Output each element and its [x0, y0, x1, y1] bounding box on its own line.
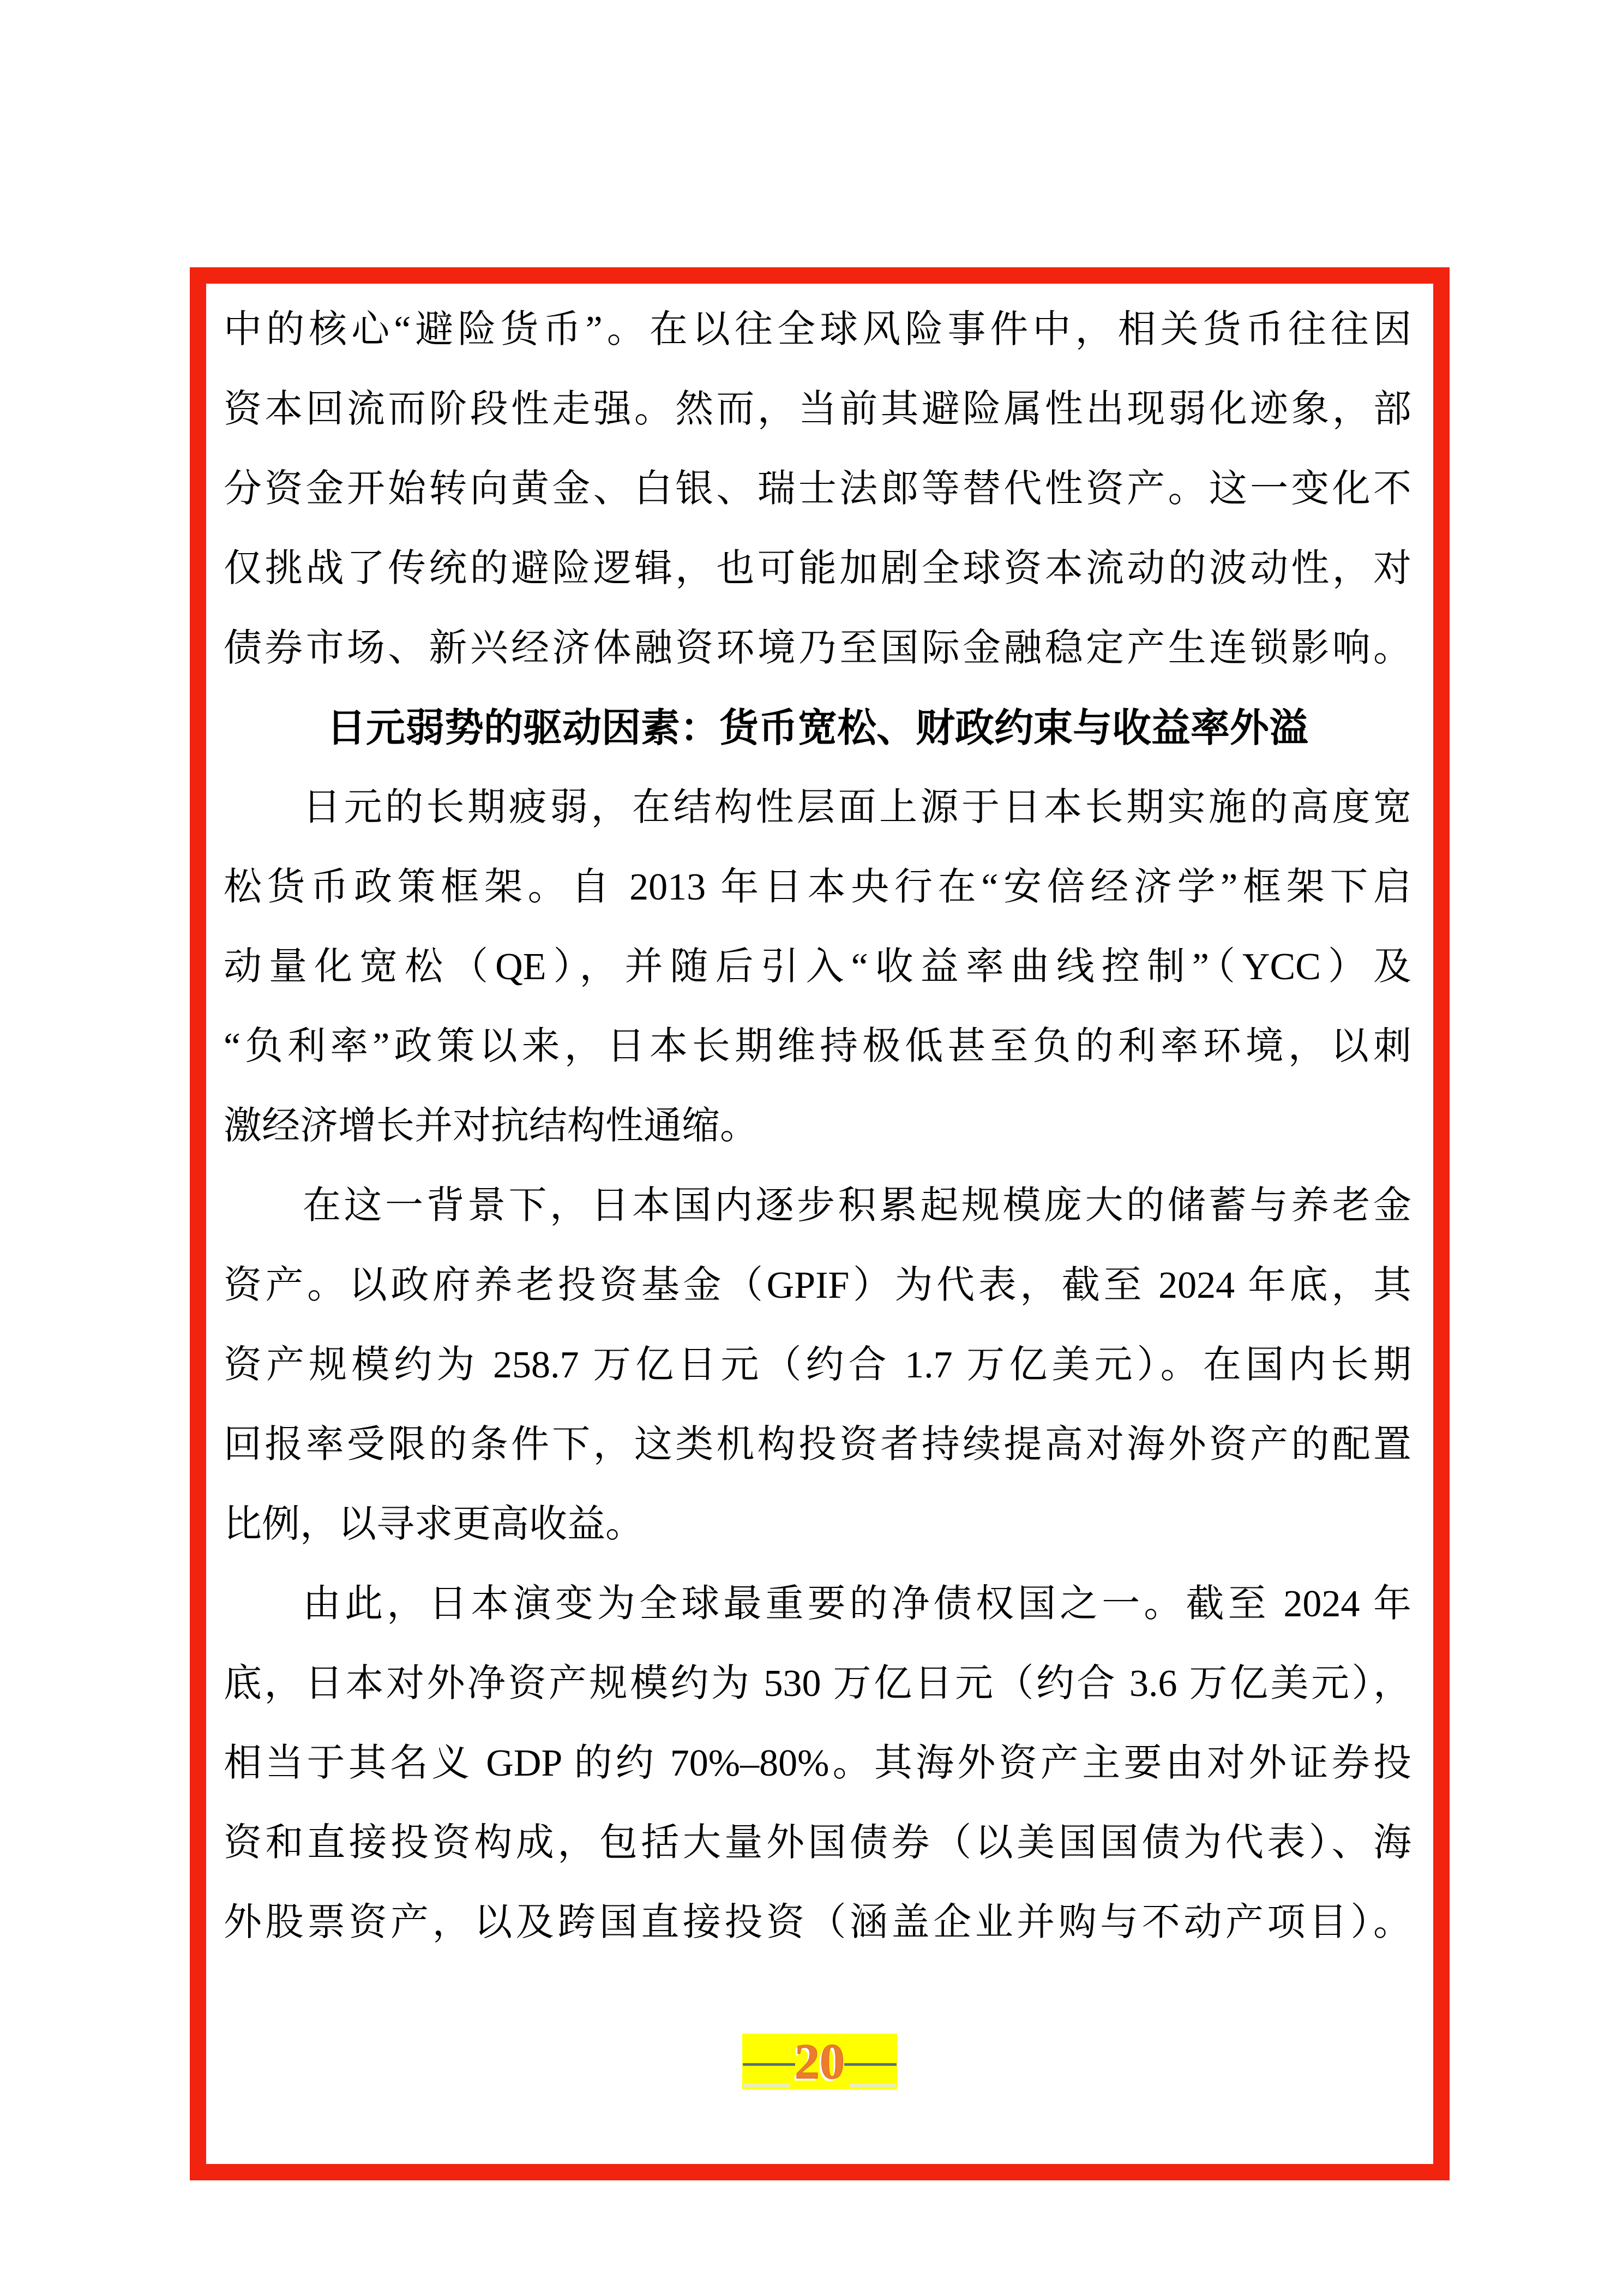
text-line: 回报率受限的条件下，这类机构投资者持续提高对海外资产的配置	[224, 1424, 1411, 1466]
page-number-highlight	[742, 2034, 897, 2089]
footer-dash-right: —	[844, 2040, 897, 2082]
text-line: 松货币政策框架。自 2013 年日本央行在“安倍经济学”框架下启	[224, 866, 1411, 908]
text-line: 日元的长期疲弱，在结构性层面上源于日本长期实施的高度宽	[303, 787, 1411, 829]
text-line: 资产。以政府养老投资基金（GPIF）为代表，截至 2024 年底，其	[224, 1264, 1411, 1306]
text-block	[206, 284, 1433, 1963]
text-line: 仅挑战了传统的避险逻辑，也可能加剧全球资本流动的波动性，对	[224, 548, 1411, 590]
text-line: 相当于其名义 GDP 的约 70%–80%。其海外资产主要由对外证券投	[224, 1742, 1411, 1784]
text-line: “负利率”政策以来，日本长期维持极低甚至负的利率环境，以刺	[224, 1026, 1411, 1068]
text-line: 在这一背景下，日本国内逐步积累起规模庞大的储蓄与养老金	[303, 1185, 1411, 1227]
text-line: 资本回流而阶段性走强。然而，当前其避险属性出现弱化迹象，部	[224, 388, 1411, 430]
text-line: 激经济增长并对抗结构性通缩。	[224, 1105, 758, 1147]
text-line: 中的核心“避险货币”。在以往全球风险事件中，相关货币往往因	[224, 309, 1411, 351]
text-line: 分资金开始转向黄金、白银、瑞士法郎等替代性资产。这一变化不	[224, 468, 1411, 510]
text-line: 资和直接投资构成，包括大量外国债券（以美国国债为代表）、海	[224, 1822, 1411, 1864]
section-heading: 日元弱势的驱动因素：货币宽松、财政约束与收益率外溢	[326, 706, 1308, 750]
footer-dash-left: —	[743, 2040, 795, 2082]
page-number: 20	[795, 2034, 845, 2089]
text-line: 由此，日本演变为全球最重要的净债权国之一。截至 2024 年	[303, 1583, 1411, 1625]
text-line: 债券市场、新兴经济体融资环境乃至国际金融稳定产生连锁影响。	[224, 627, 1411, 669]
text-line: 比例，以寻求更高收益。	[224, 1503, 644, 1545]
text-line: 动量化宽松（QE），并随后引入“收益率曲线控制”（YCC）及	[224, 946, 1411, 988]
text-line: 外股票资产，以及跨国直接投资（涵盖企业并购与不动产项目）。	[224, 1902, 1411, 1944]
text-line: 底，日本对外净资产规模约为 530 万亿日元（约合 3.6 万亿美元），	[224, 1663, 1411, 1705]
document-frame	[190, 267, 1450, 2180]
text-line: 资产规模约为 258.7 万亿日元（约合 1.7 万亿美元）。在国内长期	[224, 1344, 1411, 1386]
page-footer	[206, 2034, 1433, 2089]
